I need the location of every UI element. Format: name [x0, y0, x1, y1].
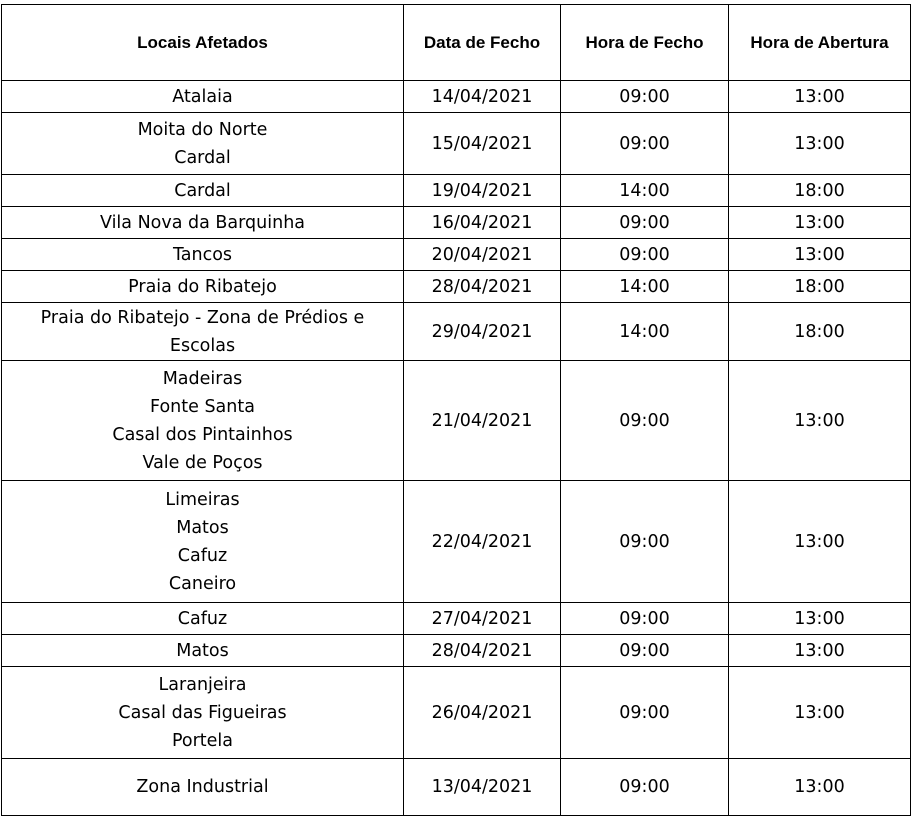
- cell-hora-de-abertura: 13:00: [729, 81, 911, 113]
- location-name: Portela: [171, 730, 234, 751]
- cell-data-de-fecho: 15/04/2021: [404, 113, 561, 175]
- cell-data-de-fecho: 28/04/2021: [404, 271, 561, 303]
- cell-data-de-fecho: 29/04/2021: [404, 303, 561, 361]
- table-row: [2, 303, 911, 361]
- table-header: [2, 5, 911, 81]
- location-name: Cafuz: [177, 608, 228, 629]
- location-name: Escolas: [169, 335, 236, 356]
- table-row: [2, 667, 911, 759]
- cell-hora-de-abertura: 13:00: [729, 239, 911, 271]
- table-row: [2, 81, 911, 113]
- header-hora-de-abertura: Hora de Abertura: [729, 5, 911, 81]
- cell-locais-afetados: [2, 361, 404, 481]
- cell-hora-de-fecho: 09:00: [561, 81, 729, 113]
- cell-hora-de-abertura: 13:00: [729, 361, 911, 481]
- cell-hora-de-fecho: 14:00: [561, 175, 729, 207]
- cell-hora-de-fecho: 09:00: [561, 635, 729, 667]
- location-name: Madeiras: [162, 368, 243, 389]
- cell-locais-afetados: [2, 239, 404, 271]
- table-row: [2, 271, 911, 303]
- table-row: [2, 759, 911, 816]
- table-row: [2, 635, 911, 667]
- table-row: [2, 113, 911, 175]
- location-name: Casal das Figueiras: [118, 702, 287, 723]
- cell-hora-de-abertura: 13:00: [729, 635, 911, 667]
- location-name: Tancos: [172, 244, 233, 265]
- table-row: [2, 603, 911, 635]
- cell-hora-de-abertura: 13:00: [729, 667, 911, 759]
- header-hora-de-fecho: Hora de Fecho: [561, 5, 729, 81]
- location-name: Laranjeira: [158, 674, 247, 695]
- cell-hora-de-abertura: 13:00: [729, 603, 911, 635]
- location-name: Matos: [176, 517, 229, 538]
- cell-hora-de-fecho: 09:00: [561, 667, 729, 759]
- table-row: [2, 207, 911, 239]
- cell-hora-de-abertura: 13:00: [729, 207, 911, 239]
- cell-locais-afetados: [2, 271, 404, 303]
- table-row: [2, 175, 911, 207]
- cell-locais-afetados: [2, 635, 404, 667]
- location-name: Moita do Norte: [137, 119, 268, 140]
- cell-data-de-fecho: 26/04/2021: [404, 667, 561, 759]
- cell-hora-de-fecho: 09:00: [561, 481, 729, 603]
- cell-hora-de-fecho: 09:00: [561, 603, 729, 635]
- cell-hora-de-fecho: 09:00: [561, 361, 729, 481]
- cell-locais-afetados: [2, 207, 404, 239]
- cell-locais-afetados: [2, 759, 404, 816]
- cell-hora-de-abertura: 18:00: [729, 271, 911, 303]
- cell-data-de-fecho: 13/04/2021: [404, 759, 561, 816]
- location-name: Zona Industrial: [136, 777, 269, 797]
- cell-hora-de-abertura: 13:00: [729, 113, 911, 175]
- cell-hora-de-abertura: 13:00: [729, 481, 911, 603]
- table-body: [2, 81, 911, 816]
- cell-hora-de-fecho: 14:00: [561, 271, 729, 303]
- cell-locais-afetados: [2, 481, 404, 603]
- location-name: Cardal: [174, 147, 231, 168]
- location-name: Fonte Santa: [150, 396, 255, 417]
- header-data-de-fecho: Data de Fecho: [404, 5, 561, 81]
- cell-hora-de-abertura: 13:00: [729, 759, 911, 816]
- cell-locais-afetados: [2, 303, 404, 361]
- cell-hora-de-fecho: 09:00: [561, 207, 729, 239]
- cell-data-de-fecho: 21/04/2021: [404, 361, 561, 481]
- table-row: [2, 239, 911, 271]
- cell-hora-de-abertura: 18:00: [729, 303, 911, 361]
- table-row: [2, 361, 911, 481]
- cell-locais-afetados: [2, 667, 404, 759]
- cell-hora-de-abertura: 18:00: [729, 175, 911, 207]
- cell-data-de-fecho: 14/04/2021: [404, 81, 561, 113]
- cell-data-de-fecho: 19/04/2021: [404, 175, 561, 207]
- cell-hora-de-fecho: 09:00: [561, 113, 729, 175]
- cell-data-de-fecho: 22/04/2021: [404, 481, 561, 603]
- location-name: Vale de Poços: [142, 452, 263, 473]
- cell-locais-afetados: [2, 175, 404, 207]
- cell-locais-afetados: [2, 81, 404, 113]
- cell-data-de-fecho: 28/04/2021: [404, 635, 561, 667]
- location-name: Limeiras: [165, 489, 240, 510]
- location-name: Atalaia: [172, 86, 233, 107]
- location-name: Praia do Ribatejo - Zona de Prédios e: [40, 307, 365, 328]
- cell-data-de-fecho: 20/04/2021: [404, 239, 561, 271]
- header-locais-afetados: Locais Afetados: [2, 5, 404, 81]
- location-name: Cardal: [174, 180, 231, 201]
- location-name: Casal dos Pintainhos: [112, 424, 293, 445]
- cell-data-de-fecho: 16/04/2021: [404, 207, 561, 239]
- location-name: Cafuz: [177, 545, 228, 566]
- location-name: Caneiro: [168, 573, 237, 594]
- cell-hora-de-fecho: 09:00: [561, 239, 729, 271]
- location-name: Matos: [176, 640, 229, 661]
- cell-hora-de-fecho: 09:00: [561, 759, 729, 816]
- location-name: Praia do Ribatejo: [128, 276, 277, 297]
- closure-schedule-table: [1, 4, 911, 816]
- header-row: [2, 5, 911, 81]
- cell-data-de-fecho: 27/04/2021: [404, 603, 561, 635]
- location-name: Vila Nova da Barquinha: [99, 212, 306, 233]
- cell-locais-afetados: [2, 603, 404, 635]
- cell-hora-de-fecho: 14:00: [561, 303, 729, 361]
- table-row: [2, 481, 911, 603]
- cell-locais-afetados: [2, 113, 404, 175]
